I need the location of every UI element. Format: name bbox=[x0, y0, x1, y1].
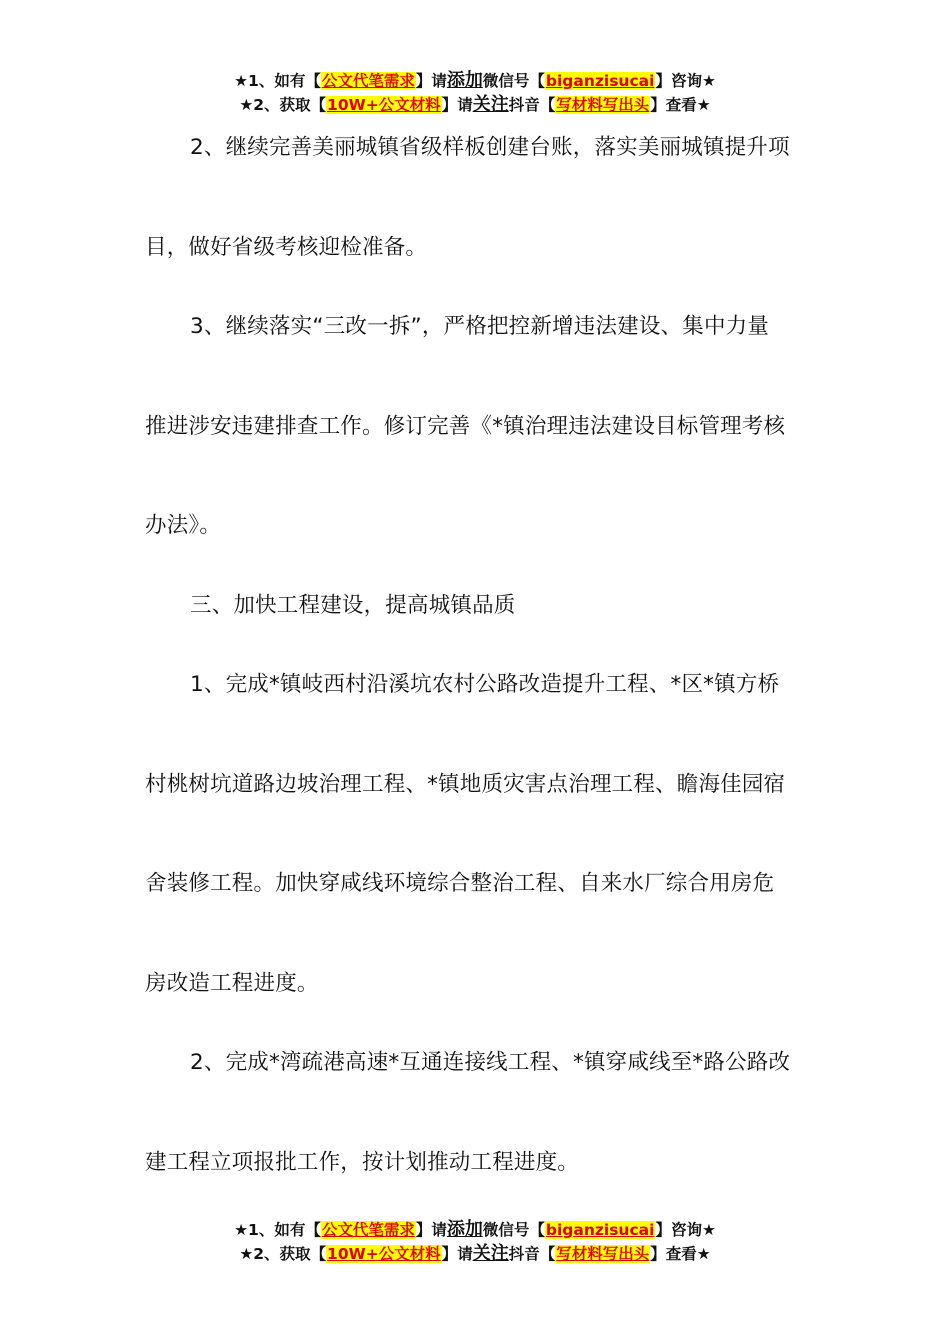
banner-text: 】咨询★ bbox=[655, 72, 716, 90]
banner-line-2 bbox=[0, 1242, 950, 1266]
paragraph-line: 建工程立项报批工作，按计划推动工程进度。 bbox=[145, 1150, 580, 1175]
banner-text: 微信号【 bbox=[482, 1221, 545, 1239]
emphasis-text: 关注 bbox=[472, 94, 509, 115]
paragraph-line: 2、继续完善美丽城镇省级样板创建台账，落实美丽城镇提升项 bbox=[190, 135, 790, 160]
paragraph-line: 办法》。 bbox=[145, 513, 222, 538]
highlight-service: 公文代笔需求 bbox=[321, 72, 415, 90]
highlight-materials: 10W+公文材料 bbox=[327, 1245, 441, 1263]
banner-text: ★1、如有【 bbox=[234, 72, 321, 90]
paragraph-line: 村桃树坑道路边坡治理工程、*镇地质灾害点治理工程、瞻海佳园宿 bbox=[145, 772, 786, 797]
banner-text: 】请 bbox=[441, 96, 473, 114]
paragraph-line: 2、完成*湾疏港高速*互通连接线工程、*镇穿咸线至*路公路改 bbox=[190, 1050, 791, 1075]
banner-text: 】请 bbox=[441, 1245, 473, 1263]
banner-text: ★2、获取【 bbox=[239, 1245, 327, 1263]
banner-text: 】请 bbox=[415, 72, 447, 90]
banner-text: ★1、如有【 bbox=[234, 1221, 321, 1239]
footer-banner bbox=[0, 1218, 950, 1266]
banner-text: 抖音【 bbox=[508, 96, 556, 114]
banner-text: 抖音【 bbox=[508, 1245, 556, 1263]
header-banner bbox=[0, 69, 950, 117]
section-heading: 三、加快工程建设，提高城镇品质 bbox=[190, 593, 516, 618]
banner-text: ★2、获取【 bbox=[239, 96, 327, 114]
highlight-materials: 10W+公文材料 bbox=[327, 96, 441, 114]
banner-text: 】咨询★ bbox=[655, 1221, 716, 1239]
highlight-wechat-id: biganzisucai bbox=[545, 1221, 655, 1239]
paragraph-line: 目，做好省级考核迎检准备。 bbox=[145, 235, 428, 260]
banner-text: 】请 bbox=[415, 1221, 447, 1239]
emphasis-text: 添加 bbox=[446, 70, 483, 91]
banner-line-1 bbox=[0, 69, 950, 93]
paragraph-line: 推进涉安违建排查工作。修订完善《*镇治理违法建设目标管理考核 bbox=[145, 414, 786, 439]
paragraph-line: 1、完成*镇岐西村沿溪坑农村公路改造提升工程、*区*镇方桥 bbox=[190, 672, 780, 697]
banner-line-1 bbox=[0, 1218, 950, 1242]
banner-text: 微信号【 bbox=[482, 72, 545, 90]
highlight-service: 公文代笔需求 bbox=[321, 1221, 415, 1239]
emphasis-text: 添加 bbox=[446, 1219, 483, 1240]
highlight-douyin-account: 写材料写出头 bbox=[556, 1245, 650, 1263]
banner-text: 】查看★ bbox=[650, 96, 711, 114]
banner-line-2 bbox=[0, 93, 950, 117]
highlight-wechat-id: biganzisucai bbox=[545, 72, 655, 90]
paragraph-line: 房改造工程进度。 bbox=[145, 971, 319, 996]
paragraph-line: 3、继续落实“三改一拆”，严格把控新增违法建设、集中力量 bbox=[190, 314, 770, 339]
emphasis-text: 关注 bbox=[472, 1243, 509, 1264]
highlight-douyin-account: 写材料写出头 bbox=[556, 96, 650, 114]
banner-text: 】查看★ bbox=[650, 1245, 711, 1263]
paragraph-line: 舍装修工程。加快穿咸线环境综合整治工程、自来水厂综合用房危 bbox=[145, 871, 775, 896]
